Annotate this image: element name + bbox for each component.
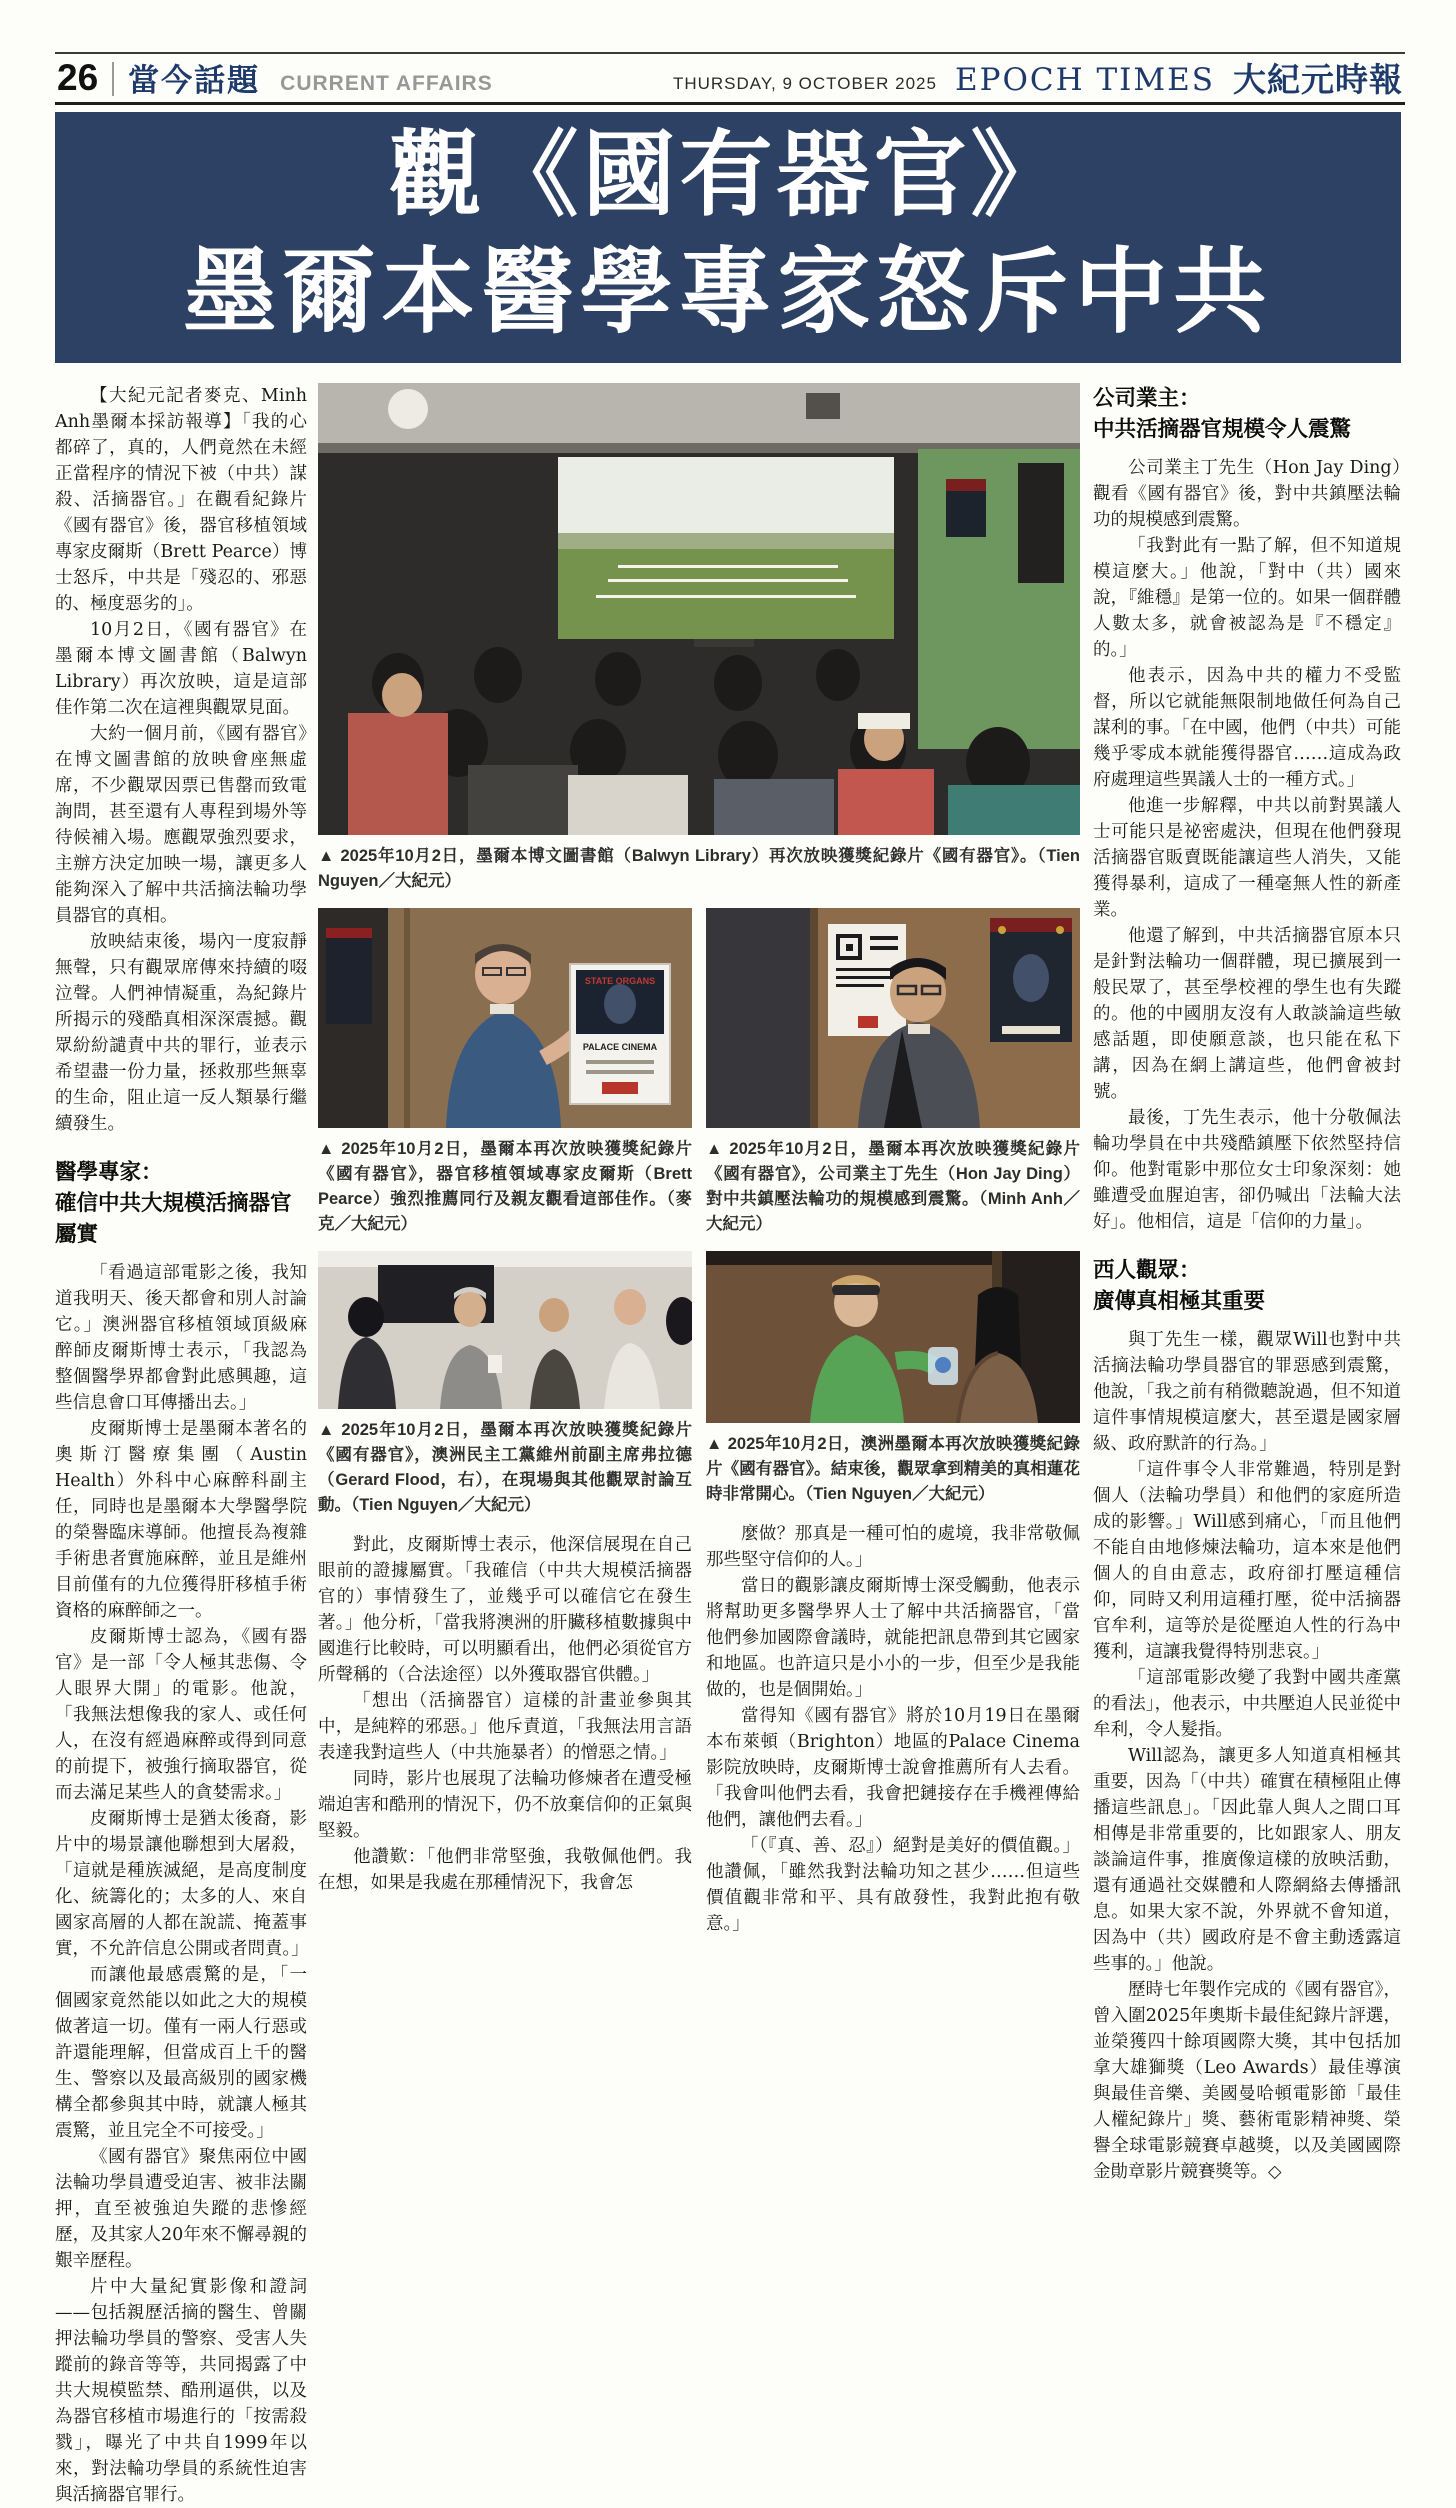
paragraph: 公司業主丁先生（Hon Jay Ding）觀看《國有器官》後，對中共鎮壓法輪功的規模感到震驚。 <box>1093 458 1401 530</box>
paragraph: 當得知《國有器官》將於10月19日在墨爾本布萊頓（Brighton）地區的Palace Cinema影院放映時，皮爾斯博士說會推薦所有人去看。「我會叫他們去看，我會把鏈接存在手機裡傳給他們，讓他們去看。」 <box>706 1706 1080 1830</box>
subcolumn-left <box>318 908 692 1937</box>
paragraph: 他表示，因為中共的權力不受監督，所以它就能無限制地做任何為自己謀利的事。「在中國，他們（中共）可能幾乎零成本就能獲得器官……這成為政府處理這些異議人士的一種方式。」 <box>1093 666 1401 790</box>
paragraph: 當日的觀影讓皮爾斯博士深受觸動，他表示將幫助更多醫學界人士了解中共活摘器官，「當他們參加國際會議時，就能把訊息帶到其它國家和地區。也許這只是小小的一步，但至少是我能做的，也是個開始。」 <box>706 1576 1080 1700</box>
paragraph: 大約一個月前，《國有器官》在博文圖書館的放映會座無虛席，不少觀眾因票已售罄而致電詢問，甚至還有人專程到場外等待候補入場。應觀眾強烈要求，主辦方決定加映一場，讓更多人能夠深入了解中共活摘法輪功學員器官的真相。 <box>55 724 307 926</box>
paragraph: 麼做？那真是一種可怕的處境，我非常敬佩那些堅守信仰的人。」 <box>706 1524 1080 1570</box>
paragraph: 他還了解到，中共活摘器官原本只是針對法輪功一個群體，現已擴展到一般民眾了，甚至學校裡的學生也有失蹤的。他的中國朋友沒有人敢談論這些敏感話題，即使願意談，也只能在私下講，因為在網上講這些，他們會被封號。 <box>1093 926 1401 1102</box>
page-header <box>55 52 1405 105</box>
paragraph: 皮爾斯博士是猶太後裔，影片中的場景讓他聯想到大屠殺，「這就是種族滅絕，是高度制度化、統籌化的；太多的人、來自國家高層的人都在說謊、掩蓋事實，不允許信息公開或者問責。」 <box>55 1809 309 1959</box>
section-kicker: 西人觀眾： <box>1093 1258 1201 1282</box>
paragraph: 「我對此有一點了解，但不知道規模這麼大。」他說，「對中（共）國來說，『維穩』是第一位的。如果一個群體人數太多，就會被認為是『不穩定』的。」 <box>1093 536 1401 660</box>
section-heading-medical <box>55 1157 307 1250</box>
paragraph: 「這件事令人非常難過，特別是對個人（法輪功學員）和他們的家庭所造成的影響。」Will感到痛心，「而且他們不能自由地修煉法輪功，這本來是他們個人的自由意志，政府卻打壓這種信仰，同時又利用這種打壓，從中活摘器官牟利，這等於是從壓迫人性的行為中獲利，這讓我覺得特別悲哀。」 <box>1093 1460 1401 1662</box>
paragraph: 對此，皮爾斯博士表示，他深信展現在自己眼前的證據屬實。「我確信（中共大規模活摘器官的）事情發生了，並幾乎可以確信它在發生著。」他分析，「當我將澳洲的肝臟移植數據與中國進行比較時，可以明顯看出，他們必須從官方所聲稱的（合法途徑）以外獲取器官供體。」 <box>318 1535 692 1685</box>
section-kicker: 公司業主： <box>1093 386 1201 410</box>
caption-screening-room: ▲ 2025年10月2日，墨爾本博文圖書館（Balwyn Library）再次放映獲獎紀錄片《國有器官》。（Tien Nguyen／大紀元） <box>318 847 1080 890</box>
paragraph: 片中大量紀實影像和證詞——包括親歷活摘的醫生、曾關押法輪功學員的警察、受害人失蹤前的錄音等等，共同揭露了中共大規模監禁、酷刑逼供，以及為器官移植市場進行的「按需殺戮」，曝光了中共自1999年以來，對法輪功學員的系統性迫害與活摘器官罪行。 <box>55 2277 307 2505</box>
paragraph: 而讓他最感震驚的是，「一個國家竟然能以如此之大的規模做著這一切。僅有一兩人行惡或許還能理解，但當成百上千的醫生、警察以及最高級別的國家機構全都參與其中時，就讓人極其震驚，並且完全不可接受。」 <box>55 1965 307 2141</box>
paragraph: 放映結束後，場內一度寂靜無聲，只有觀眾席傳來持續的啜泣聲。人們神情凝重，為紀錄片所揭示的殘酷真相深深震撼。觀眾紛紛譴責中共的罪行，並表示希望盡一份力量，拯救那些無辜的生命，阻止這一反人類暴行繼續發生。 <box>55 932 307 1134</box>
masthead-english: EPOCH TIMES <box>954 62 1215 98</box>
headline-line2: 墨爾本醫學專家怒斥中共 <box>183 237 1273 346</box>
caption-lotus-audience: ▲ 2025年10月2日，澳洲墨爾本再次放映獲獎紀錄片《國有器官》。結束後，觀眾拿到精美的真相蓮花時非常開心。（Tien Nguyen／大紀元） <box>706 1435 1080 1503</box>
paragraph: 10月2日，《國有器官》在墨爾本博文圖書館（Balwyn Library）再次放映，這是這部佳作第二次在這裡與觀眾見面。 <box>55 620 307 718</box>
section-heading-western <box>1093 1255 1401 1317</box>
svg-text:STATE ORGANS: STATE ORGANS <box>584 976 656 986</box>
midright-paragraphs <box>706 1521 1080 1937</box>
photo-gerard-flood <box>318 1251 692 1409</box>
midleft-paragraphs <box>318 1532 692 1896</box>
paragraph: 與丁先生一樣，觀眾Will也對中共活摘法輪功學員器官的罪惡感到震驚，他說，「我之前有稍微聽說過，但不知道這件事情規模這麼大，甚至還是國家層級、政府默許的行為。」 <box>1093 1330 1401 1454</box>
owner-paragraphs <box>1093 455 1401 1235</box>
paragraph: 「想出（活摘器官）這樣的計畫並參與其中，是純粹的邪惡。」他斥責道，「我無法用言語表達我對這些人（中共施暴者）的憎惡之情。」 <box>318 1691 692 1763</box>
column-left <box>55 383 307 2508</box>
header-divider <box>112 62 114 96</box>
paragraph: 皮爾斯博士是墨爾本著名的奧斯汀醫療集團（Austin Health）外科中心麻醉科副主任，同時也是墨爾本大學醫學院的榮譽臨床導師。他擅長為複雜手術患者實施麻醉，並且是維州目前僅有的九位獲得肝移植手術資格的麻醉師之一。 <box>55 1419 307 1621</box>
paragraph: 「這部電影改變了我對中國共產黨的看法」，他表示，中共壓迫人民並從中牟利，令人髮指。 <box>1093 1668 1401 1740</box>
column-middle <box>318 383 1080 1937</box>
photo-lotus-audience <box>706 1251 1080 1423</box>
section-title: 廣傳真相極其重要 <box>1093 1289 1266 1313</box>
caption-gerard-flood: ▲ 2025年10月2日，墨爾本再次放映獲獎紀錄片《國有器官》，澳洲民主工黨維州前副主席弗拉德（Gerard Flood，右），在現場與其他觀眾討論互動。（Tien Nguyen／大紀元） <box>318 1421 692 1514</box>
paragraph: Will認為，讓更多人知道真相極其重要，因為「（中共）確實在積極阻止傳播這些訊息」。「因此靠人與人之間口耳相傳是非常重要的，比如跟家人、朋友談論這件事，推廣像這樣的放映活動，還有通過社交媒體和人際網絡去傳播訊息。如果大家不說，外界就不會知道，因為中（共）國政府是不會主動透露這些事的。」他說。 <box>1093 1746 1401 1974</box>
section-title-en: CURRENT AFFAIRS <box>280 71 493 95</box>
issue-date: THURSDAY, 9 OCTOBER 2025 <box>672 74 937 94</box>
section-title: 中共活摘器官規模令人震驚 <box>1093 417 1352 441</box>
paragraph: 他進一步解釋，中共以前對異議人士可能只是祕密處決，但現在他們發現活摘器官販賣既能讓這些人消失，又能獲得暴利，這成了一種毫無人性的新產業。 <box>1093 796 1401 920</box>
paragraph: 皮爾斯博士認為，《國有器官》是一部「令人極其悲傷、令人眼界大開」的電影。他說，「我無法想像我的家人、或任何人，在沒有經過麻醉或得到同意的前提下，被強行摘取器官，從而去滿足某些人的貪婪需求。」 <box>55 1627 307 1803</box>
paragraph: 他讚歎：「他們非常堅強，我敬佩他們。我在想，如果是我處在那種情況下，我會怎 <box>318 1847 692 1893</box>
headline-line1: 觀《國有器官》 <box>388 120 1068 229</box>
caption-brett-pearce: ▲ 2025年10月2日，墨爾本再次放映獲獎紀錄片《國有器官》，器官移植領域專家皮爾斯（Brett Pearce）強烈推薦同行及親友觀看這部佳作。（麥克／大紀元） <box>318 1140 692 1233</box>
paragraph: 「（『真、善、忍』）絕對是美好的價值觀。」他讚佩，「雖然我對法輪功知之甚少……但這些價值觀非常和平、具有啟發性，我對此抱有敬意。」 <box>706 1836 1080 1934</box>
section-title: 確信中共大規模活摘器官屬實 <box>55 1191 292 1246</box>
svg-text:PALACE CINEMA: PALACE CINEMA <box>582 1042 658 1052</box>
section-title-zh: 當今話題 <box>128 63 261 98</box>
section-heading-owner <box>1093 383 1401 445</box>
section-kicker: 醫學專家： <box>55 1160 163 1184</box>
paragraph: 同時，影片也展現了法輪功修煉者在遭受極端迫害和酷刑的情況下，仍不放棄信仰的正氣與堅毅。 <box>318 1769 692 1841</box>
headline-banner <box>55 112 1401 363</box>
masthead-chinese: 大紀元時報 <box>1233 61 1403 98</box>
western-paragraphs <box>1093 1327 1401 2185</box>
column-right <box>1093 383 1401 2185</box>
photo-screening-room <box>318 383 1080 835</box>
paragraph: 歷時七年製作完成的《國有器官》，曾入圍2025年奧斯卡最佳紀錄片評選，並榮獲四十餘項國際大獎，其中包括加拿大雄獅獎（Leo Awards）最佳導演與最佳音樂、美國曼哈頓電影節「最佳人權紀錄片」獎、藝術電影精神獎、榮譽全球電影競賽卓越獎，以及美國國際金勛章影片競賽獎等。◇ <box>1093 1980 1401 2182</box>
intro-paragraphs <box>55 383 307 1137</box>
subcolumn-right <box>706 908 1080 1937</box>
paragraph: 【大紀元記者麥克、Minh Anh墨爾本採訪報導】「我的心都碎了，真的，人們竟然在未經正當程序的情況下被（中共）謀殺、活摘器官。」在觀看紀錄片《國有器官》後，器官移植領域專家皮爾斯（Brett Pearce）博士怒斥，中共是「殘忍的、邪惡的、極度惡劣的」。 <box>55 386 307 614</box>
paragraph: 《國有器官》聚焦兩位中國法輪功學員遭受迫害、被非法關押，直至被強迫失蹤的悲慘經歷，及其家人20年來不懈尋親的艱辛歷程。 <box>55 2147 307 2271</box>
photo-hon-jay-ding <box>706 908 1080 1128</box>
paragraph: 最後，丁先生表示，他十分敬佩法輪功學員在中共殘酷鎮壓下依然堅持信仰。他對電影中那位女士印象深刻：她雖遭受血腥迫害，卻仍喊出「法輪大法好」。他相信，這是「信仰的力量」。 <box>1093 1108 1401 1232</box>
page-number: 26 <box>57 57 99 98</box>
photo-brett-pearce <box>318 908 692 1128</box>
caption-hon-jay-ding: ▲ 2025年10月2日，墨爾本再次放映獲獎紀錄片《國有器官》，公司業主丁先生（Hon Jay Ding）對中共鎮壓法輪功的規模感到震驚。（Minh Anh／大紀元） <box>706 1140 1080 1233</box>
medical-paragraphs <box>55 1260 307 2508</box>
paragraph: 「看過這部電影之後，我知道我明天、後天都會和別人討論它。」澳洲器官移植領域頂級麻醉師皮爾斯博士表示，「我認為整個醫學界都會對此感興趣，這些信息會口耳傳播出去。」 <box>55 1263 307 1413</box>
